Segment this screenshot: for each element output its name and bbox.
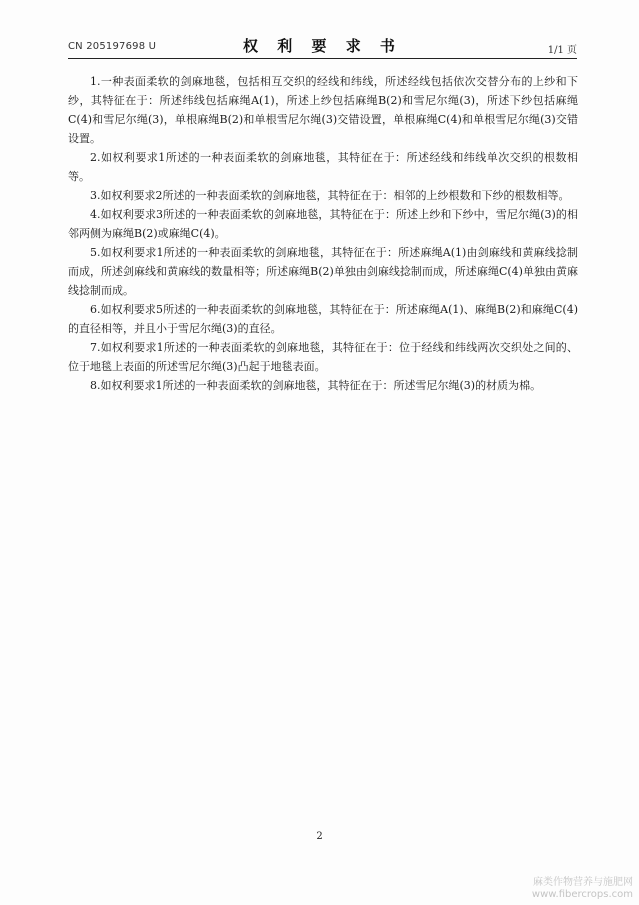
page-title: 权 利 要 求 书 [243, 37, 402, 55]
claim-6: 6.如权利要求5所述的一种表面柔软的剑麻地毯，其特征在于：所述麻绳A(1)、麻绳B(2)和麻绳C(4)的直径相等，并且小于雪尼尔绳(3)的直径。 [68, 303, 578, 335]
page-header [68, 34, 577, 59]
claim-7: 7.如权利要求1所述的一种表面柔软的剑麻地毯，其特征在于：位于经线和纬线两次交织处之间的、位于地毯上表面的所述雪尼尔绳(3)凸起于地毯表面。 [68, 341, 578, 373]
claim-3: 3.如权利要求2所述的一种表面柔软的剑麻地毯，其特征在于：相邻的上纱根数和下纱的根数相等。 [90, 189, 570, 202]
page-number: 2 [316, 831, 323, 842]
claim-4: 4.如权利要求3所述的一种表面柔软的剑麻地毯，其特征在于：所述上纱和下纱中，雪尼尔绳(3)的相邻两侧为麻绳B(2)或麻绳C(4)。 [68, 208, 578, 240]
claim-5: 5.如权利要求1所述的一种表面柔软的剑麻地毯，其特征在于：所述麻绳A(1)由剑麻线和黄麻线捻制而成，所述剑麻线和黄麻线的数量相等；所述麻绳B(2)单独由剑麻线捻制而成，所述麻绳C(4)单独由黄麻线捻制而成。 [68, 246, 578, 297]
claim-8: 8.如权利要求1所述的一种表面柔软的剑麻地毯，其特征在于：所述雪尼尔绳(3)的材质为棉。 [90, 379, 542, 392]
page-count: 1/1 页 [547, 45, 577, 56]
claim-2: 2.如权利要求1所述的一种表面柔软的剑麻地毯，其特征在于：所述经线和纬线单次交织的根数相等。 [68, 151, 578, 183]
claims-body [68, 72, 578, 395]
claim-1: 1.一种表面柔软的剑麻地毯，包括相互交织的经线和纬线，所述经线包括依次交替分布的上纱和下纱，其特征在于：所述纬线包括麻绳A(1)，所述上纱包括麻绳B(2)和雪尼尔绳(3)，所述下纱包括麻绳C(4)和雪尼尔绳(3)，单根麻绳B(2)和单根雪尼尔绳(3)交错设置，单根麻绳C(4)和单根雪尼尔绳(3)交错设置。 [68, 75, 578, 145]
site-watermark [532, 877, 633, 901]
watermark-site-url: www.fibercrops.com [531, 889, 633, 900]
document-number: CN 205197698 U [68, 41, 157, 52]
watermark-site-name: 麻类作物营养与施肥网 [533, 877, 633, 888]
